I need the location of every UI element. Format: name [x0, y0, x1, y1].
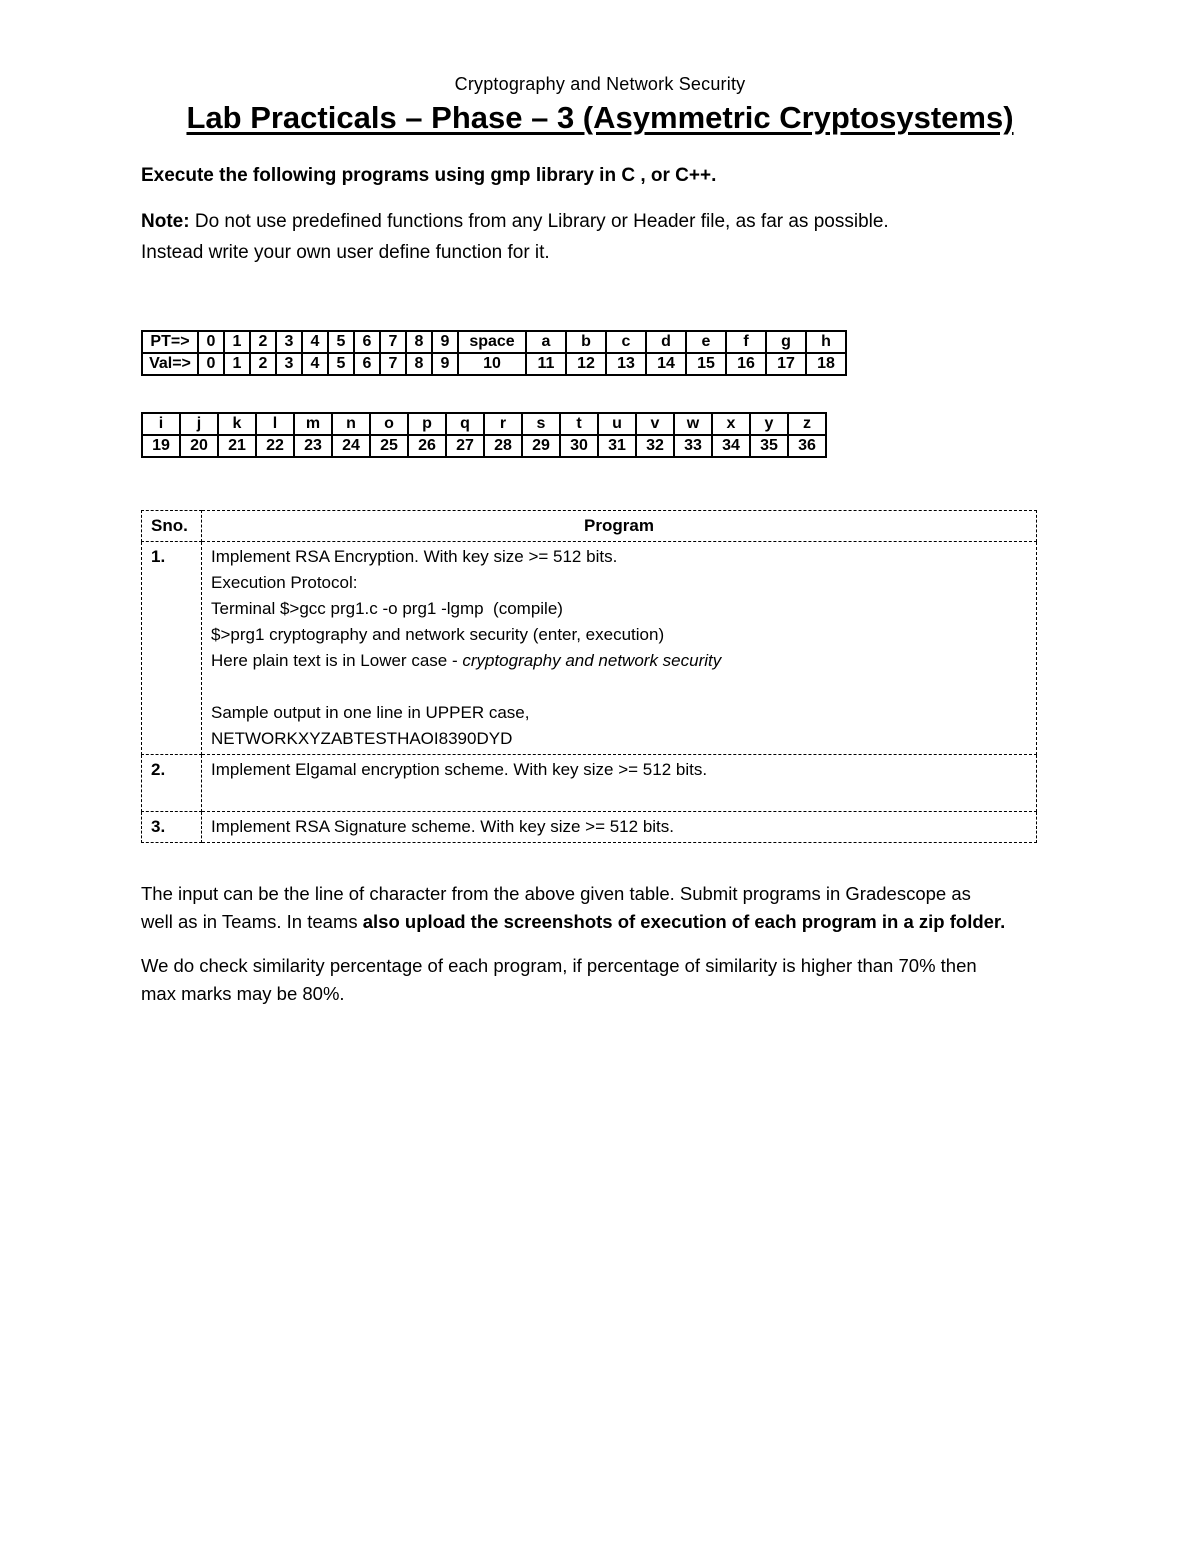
- mapping-cell: 8: [406, 353, 432, 375]
- mapping-table-2-val-row: [142, 435, 826, 457]
- mapping-cell: 8: [406, 331, 432, 353]
- mapping-cell: 0: [198, 353, 224, 375]
- mapping-cell: n: [332, 413, 370, 435]
- program-sno: 2.: [142, 755, 202, 812]
- submission-paragraph: [141, 880, 1061, 936]
- course-subtitle: Cryptography and Network Security: [454, 74, 746, 94]
- mapping-cell: 3: [276, 353, 302, 375]
- program-row-1: [142, 542, 1037, 755]
- similarity-line-2: max marks may be 80%.: [141, 983, 345, 1004]
- plain-text-example: cryptography and network security: [462, 651, 722, 670]
- similarity-line-1: We do check similarity percentage of each program, if percentage of similarity is higher than 70% then: [141, 955, 977, 976]
- mapping-cell: 36: [788, 435, 826, 457]
- mapping-cell: 32: [636, 435, 674, 457]
- mapping-cell: g: [766, 331, 806, 353]
- mapping-cell: 1: [224, 331, 250, 353]
- mapping-cell: h: [806, 331, 846, 353]
- mapping-cell: o: [370, 413, 408, 435]
- mapping-cell: p: [408, 413, 446, 435]
- similarity-paragraph: [141, 952, 1061, 1008]
- mapping-cell: 35: [750, 435, 788, 457]
- program-sno: 3.: [142, 812, 202, 843]
- program-description: [202, 812, 1037, 843]
- mapping-cell: space: [458, 331, 526, 353]
- mapping-cell: 5: [328, 353, 354, 375]
- mapping-cell: v: [636, 413, 674, 435]
- mapping-table-2-pt-row: [142, 413, 826, 435]
- mapping-cell: i: [142, 413, 180, 435]
- mapping-cell: 2: [250, 353, 276, 375]
- note-paragraph: [141, 206, 1061, 268]
- mapping-cell: 28: [484, 435, 522, 457]
- mapping-cell: z: [788, 413, 826, 435]
- mapping-cell: 17: [766, 353, 806, 375]
- mapping-cell: 0: [198, 331, 224, 353]
- col-sno-header: Sno.: [142, 511, 202, 542]
- mapping-table-1: [141, 330, 847, 376]
- mapping-cell: PT=>: [142, 331, 198, 353]
- mapping-cell: 16: [726, 353, 766, 375]
- note-label: Note:: [141, 211, 190, 232]
- program-sno: 1.: [142, 542, 202, 755]
- page-title: Lab Practicals – Phase – 3 (Asymmetric Cryptosystems): [186, 100, 1014, 135]
- mapping-cell: 18: [806, 353, 846, 375]
- mapping-cell: w: [674, 413, 712, 435]
- mapping-cell: 7: [380, 331, 406, 353]
- mapping-cell: 6: [354, 331, 380, 353]
- mapping-cell: 10: [458, 353, 526, 375]
- mapping-cell: s: [522, 413, 560, 435]
- programs-table: [141, 510, 1037, 843]
- mapping-cell: 9: [432, 331, 458, 353]
- mapping-cell: j: [180, 413, 218, 435]
- program-line: Execution Protocol:: [211, 573, 358, 592]
- mapping-cell: u: [598, 413, 636, 435]
- blank-line: [211, 783, 1027, 809]
- mapping-cell: 13: [606, 353, 646, 375]
- program-line: Implement RSA Signature scheme. With key size >= 512 bits.: [211, 817, 674, 836]
- mapping-cell: 14: [646, 353, 686, 375]
- mapping-cell: 15: [686, 353, 726, 375]
- program-line: Implement Elgamal encryption scheme. With key size >= 512 bits.: [211, 760, 708, 779]
- mapping-cell: 30: [560, 435, 598, 457]
- mapping-cell: Val=>: [142, 353, 198, 375]
- mapping-cell: 7: [380, 353, 406, 375]
- mapping-cell: a: [526, 331, 566, 353]
- mapping-cell: f: [726, 331, 766, 353]
- mapping-cell: 3: [276, 331, 302, 353]
- submission-line-2: well as in Teams. In teams: [141, 911, 363, 932]
- mapping-cell: 12: [566, 353, 606, 375]
- submission-line-1: The input can be the line of character from the above given table. Submit programs in Gradescope as: [141, 883, 971, 904]
- mapping-cell: 34: [712, 435, 750, 457]
- execute-instruction: Execute the following programs using gmp library in C , or C++.: [141, 165, 717, 186]
- mapping-cell: 31: [598, 435, 636, 457]
- mapping-table-1-val-row: [142, 353, 846, 375]
- mapping-cell: 4: [302, 353, 328, 375]
- submission-line-2-bold: also upload the screenshots of execution of each program in a zip folder.: [362, 911, 1006, 932]
- col-program-header: Program: [202, 511, 1037, 542]
- mapping-cell: e: [686, 331, 726, 353]
- note-line-2: Instead write your own user define function for it.: [141, 242, 550, 263]
- mapping-cell: k: [218, 413, 256, 435]
- mapping-cell: 5: [328, 331, 354, 353]
- plain-text-prefix: Here plain text is in Lower case -: [211, 651, 463, 670]
- mapping-cell: 22: [256, 435, 294, 457]
- mapping-cell: 23: [294, 435, 332, 457]
- mapping-cell: 11: [526, 353, 566, 375]
- mapping-cell: 2: [250, 331, 276, 353]
- program-line: Implement RSA Encryption. With key size >= 512 bits.: [211, 547, 618, 566]
- mapping-cell: 9: [432, 353, 458, 375]
- mapping-cell: 24: [332, 435, 370, 457]
- mapping-cell: 4: [302, 331, 328, 353]
- mapping-cell: 1: [224, 353, 250, 375]
- mapping-cell: y: [750, 413, 788, 435]
- note-line-1: Do not use predefined functions from any Library or Header file, as far as possible.: [189, 211, 889, 232]
- mapping-cell: 25: [370, 435, 408, 457]
- mapping-cell: 6: [354, 353, 380, 375]
- mapping-cell: 26: [408, 435, 446, 457]
- mapping-cell: 19: [142, 435, 180, 457]
- program-row-2: [142, 755, 1037, 812]
- program-line: $>prg1 cryptography and network security (enter, execution): [211, 625, 665, 644]
- mapping-cell: 33: [674, 435, 712, 457]
- mapping-cell: 20: [180, 435, 218, 457]
- program-line: Terminal $>gcc prg1.c -o prg1 -lgmp (compile): [211, 599, 563, 618]
- programs-header-row: [142, 511, 1037, 542]
- blank-line: [211, 674, 1027, 700]
- mapping-cell: t: [560, 413, 598, 435]
- mapping-cell: d: [646, 331, 686, 353]
- mapping-table-2: [141, 412, 827, 458]
- sample-output-label: Sample output in one line in UPPER case,: [211, 703, 530, 722]
- program-row-3: [142, 812, 1037, 843]
- program-description: [202, 755, 1037, 812]
- mapping-cell: 29: [522, 435, 560, 457]
- mapping-cell: c: [606, 331, 646, 353]
- program-description: [202, 542, 1037, 755]
- mapping-cell: b: [566, 331, 606, 353]
- plain-text-line: [211, 648, 1027, 674]
- mapping-cell: m: [294, 413, 332, 435]
- mapping-cell: r: [484, 413, 522, 435]
- mapping-table-1-pt-row: [142, 331, 846, 353]
- sample-output-value: NETWORKXYZABTESTHAOI8390DYD: [211, 729, 513, 748]
- mapping-cell: 21: [218, 435, 256, 457]
- mapping-cell: l: [256, 413, 294, 435]
- mapping-cell: x: [712, 413, 750, 435]
- mapping-cell: q: [446, 413, 484, 435]
- mapping-cell: 27: [446, 435, 484, 457]
